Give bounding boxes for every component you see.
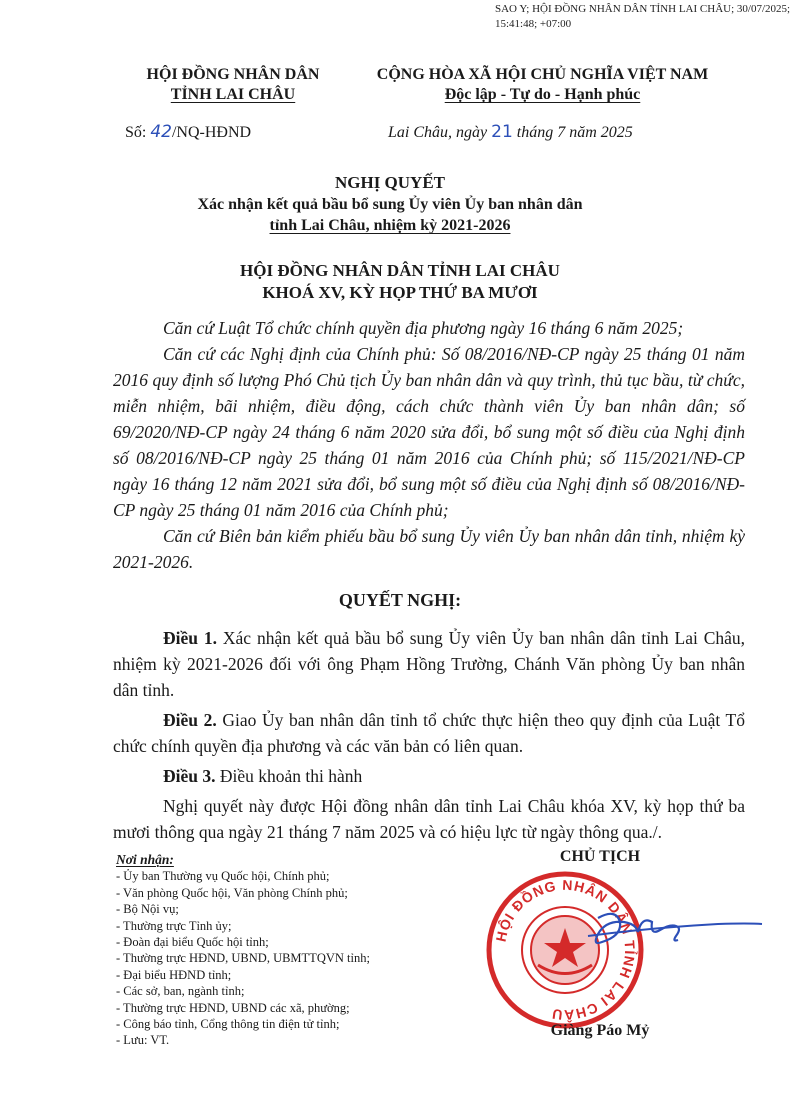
recipient-item: - Văn phòng Quốc hội, Văn phòng Chính phủ; (116, 885, 348, 900)
recipient-item: - Công báo tỉnh, Cổng thông tin điện tử tỉnh; (116, 1017, 340, 1032)
recipient-item: - Thường trực HĐND, UBND các xã, phường; (116, 1000, 350, 1015)
signer-position: CHỦ TỊCH (559, 848, 641, 865)
recipients (116, 852, 436, 1049)
recipient-item: - Ủy ban Thường vụ Quốc hội, Chính phủ; (116, 869, 330, 884)
subject-line-2: tỉnh Lai Châu, nhiệm kỳ 2021-2026 (269, 217, 511, 234)
number-suffix: /NQ-HĐND (171, 124, 252, 141)
article-2 (113, 707, 745, 759)
national-header (355, 65, 730, 105)
number-handwritten: 42 (150, 122, 172, 142)
decision-heading: QUYẾT NGHỊ: (338, 590, 462, 610)
recipient-item: - Đại biểu HĐND tỉnh; (116, 967, 232, 982)
nation-name: CỘNG HÒA XÃ HỘI CHỦ NGHĨA VIỆT NAM (376, 66, 709, 83)
article-2-text: Giao Ủy ban nhân dân tỉnh tổ chức thực hiện theo quy định của Luật Tổ chức chính quyền địa phương và các văn bản có liên quan. (113, 710, 745, 756)
issuing-agency (118, 65, 348, 105)
document-type: NGHỊ QUYẾT (334, 173, 446, 192)
article-2-label: Điều 2. (163, 710, 217, 730)
article-3 (113, 763, 745, 789)
legal-basis (113, 315, 745, 575)
recipient-item: - Thường trực Tỉnh ủy; (116, 918, 232, 933)
subject-line-1: Xác nhận kết quả bầu bổ sung Ủy viên Ủy ban nhân dân (197, 196, 583, 213)
issue-date (388, 122, 728, 143)
recipient-item: - Thường trực HĐND, UBND, UBMTTQVN tỉnh; (116, 951, 370, 966)
article-1-label: Điều 1. (163, 628, 218, 648)
article-3-label: Điều 3. (163, 766, 216, 786)
number-prefix: Số: (125, 124, 147, 141)
document-number (125, 122, 355, 143)
recipient-item: - Lưu: VT. (116, 1033, 170, 1048)
seal-text: HỘI ĐỒNG NHÂN DÂN TỈNH LAI CHÂU (492, 876, 639, 1024)
articles (113, 625, 745, 845)
seal-and-signature (470, 870, 770, 1030)
recipient-item: - Đoàn đại biểu Quốc hội tỉnh; (116, 935, 269, 950)
agency-line-2: TỈNH LAI CHÂU (170, 86, 296, 103)
agency-line-1: HỘI ĐỒNG NHÂN DÂN (146, 66, 320, 83)
document-title-block (100, 172, 680, 236)
date-day-handwritten: 21 (491, 122, 513, 142)
recipient-item: - Bộ Nội vụ; (116, 902, 179, 917)
issuer-line-2: KHOÁ XV, KỲ HỌP THỨ BA MƯƠI (262, 283, 538, 302)
date-suffix: tháng 7 năm 2025 (516, 124, 633, 141)
digital-copy-stamp: SAO Y; HỘI ĐỒNG NHÂN DÂN TỈNH LAI CHÂU; 30/07/2025; 15:41:48; +07:00 (495, 3, 791, 30)
basis-paragraph-3: Căn cứ Biên bản kiểm phiếu bầu bổ sung Ủy viên Ủy ban nhân dân tỉnh, nhiệm kỳ 2021-2026. (113, 526, 745, 572)
article-1-text: Xác nhận kết quả bầu bổ sung Ủy viên Ủy ban nhân dân tỉnh Lai Châu, nhiệm kỳ 2021-2026 đối với ông Phạm Hồng Trường, Chánh Văn phòng Ủy ban nhân dân tỉnh. (113, 628, 746, 700)
issuer-line-1: HỘI ĐỒNG NHÂN DÂN TỈNH LAI CHÂU (240, 261, 560, 280)
article-1 (113, 625, 745, 703)
signer-name: Giàng Páo Mỷ (550, 1022, 650, 1039)
date-prefix: Lai Châu, ngày (388, 124, 488, 141)
recipients-heading: Nơi nhận: (116, 852, 174, 867)
article-3-body: Nghị quyết này được Hội đồng nhân dân tỉnh Lai Châu khóa XV, kỳ họp thứ ba mươi thông qua ngày 21 tháng 7 năm 2025 và có hiệu lực từ ngày thông qua./. (113, 796, 745, 842)
national-motto: Độc lập - Tự do - Hạnh phúc (444, 86, 641, 103)
recipient-item: - Các sở, ban, ngành tỉnh; (116, 984, 245, 999)
basis-paragraph-1: Căn cứ Luật Tổ chức chính quyền địa phương ngày 16 tháng 6 năm 2025; (163, 318, 684, 338)
official-seal (489, 874, 641, 1026)
basis-paragraph-2: Căn cứ các Nghị định của Chính phủ: Số 08/2016/NĐ-CP ngày 25 tháng 01 năm 2016 quy định số lượng Phó Chủ tịch Ủy ban nhân dân và quy trình, thủ tục bầu, từ chức, miễn nhiệm, bãi nhiệm, điều động, cách chức thành viên Ủy ban nhân dân; số 69/2020/NĐ-CP ngày 24 tháng 6 năm 2020 sửa đổi, bổ sung một số điều của Nghị định số 08/2016/NĐ-CP ngày 25 tháng 01 năm 2016 của Chính phủ; số 115/2021/NĐ-CP ngày 16 tháng 12 năm 2021 sửa đổi, bổ sung một số điều của Nghị định số 08/2016/NĐ-CP ngày 25 tháng 01 năm 2016 của Chính phủ; (113, 344, 745, 520)
issuer-block (100, 260, 700, 304)
article-3-text: Điều khoản thi hành (215, 766, 363, 786)
